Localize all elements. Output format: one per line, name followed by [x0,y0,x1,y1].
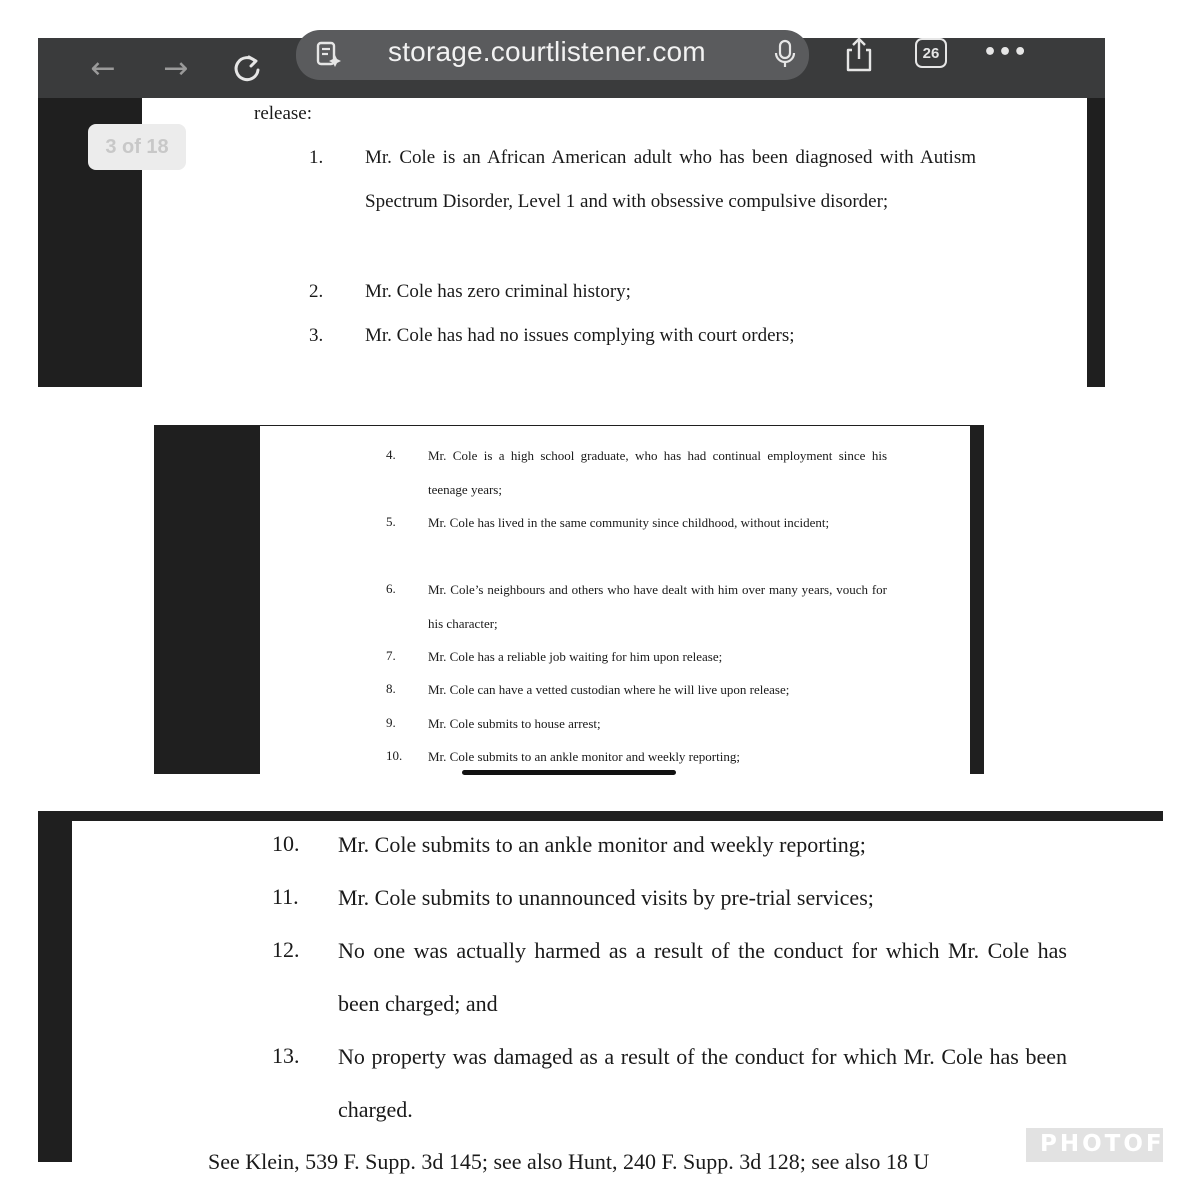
screenshot-panel-browser [38,38,1105,387]
item-number: 11. [272,884,299,909]
reader-mode-icon[interactable] [308,38,348,70]
intro-text: release: [254,103,313,124]
item-number: 3. [309,325,324,346]
item-text: No one was actually harmed as a result of the conduct for which Mr. Cole has been charged; and [338,938,1067,1016]
share-icon[interactable] [842,38,876,72]
item-text: Mr. Cole submits to an ankle monitor and weekly reporting; [428,749,740,764]
item-number: 5. [386,514,396,529]
item-text: Mr. Cole has had no issues complying with court orders; [365,325,795,346]
item-text: Mr. Cole has lived in the same community since childhood, without incident; [428,515,830,530]
item-number: 9. [386,715,396,730]
item-text: Mr. Cole has zero criminal history; [365,281,631,302]
page-top-edge [260,425,970,426]
viewer-margin-left [154,425,260,774]
item-text: Mr. Cole is a high school graduate, who has had continual employment since his teenage years; [428,448,887,497]
item-number: 10. [386,748,403,763]
reload-icon[interactable] [224,38,270,98]
home-indicator[interactable] [462,770,676,775]
watermark-text: PHOTOFY [1040,1131,1185,1157]
item-text: Mr. Cole is an African American adult who has been diagnosed with Autism Spectrum Disorder, Level 1 and with obsessive compulsive disorder; [365,147,976,213]
item-number: 1. [309,147,324,168]
url-text[interactable]: storage.courtlistener.com [388,36,706,67]
item-text: Mr. Cole submits to unannounced visits by pre-trial services; [338,885,874,910]
viewer-margin-left [38,821,72,1162]
screenshot-panel-document-large [38,811,1185,1174]
item-text: Mr. Cole can have a vetted custodian where he will live upon release; [428,682,790,697]
item-text: Mr. Cole submits to an ankle monitor and weekly reporting; [338,832,866,857]
item-number: 6. [386,581,396,596]
item-number: 2. [309,281,324,302]
item-text: Mr. Cole’s neighbours and others who have dealt with him over many years, vouch for his character; [428,582,887,631]
screenshot-panel-document-small [154,425,984,774]
viewer-margin-right [970,425,984,774]
item-text: No property was damaged as a result of the conduct for which Mr. Cole has been charged. [338,1044,1067,1122]
more-options-icon[interactable]: ••• [983,40,1029,65]
item-number: 8. [386,681,396,696]
page-indicator: 3 of 18 [88,124,186,170]
back-arrow-icon[interactable]: ← [90,50,116,86]
tab-count-button[interactable]: 26 [915,38,947,68]
item-number: 10. [272,831,300,856]
item-number: 4. [386,447,396,462]
browser-toolbar [38,38,1105,98]
citation-text: See Klein, 539 F. Supp. 3d 145; see also Hunt, 240 F. Supp. 3d 128; see also 18 U [208,1149,930,1174]
viewer-margin-right [1087,98,1105,387]
item-number: 13. [272,1043,300,1068]
forward-arrow-icon[interactable]: → [163,50,189,86]
item-number: 12. [272,937,300,962]
item-text: Mr. Cole has a reliable job waiting for him upon release; [428,649,723,664]
item-text: Mr. Cole submits to house arrest; [428,716,601,731]
item-number: 7. [386,648,396,663]
microphone-icon[interactable] [772,38,798,70]
